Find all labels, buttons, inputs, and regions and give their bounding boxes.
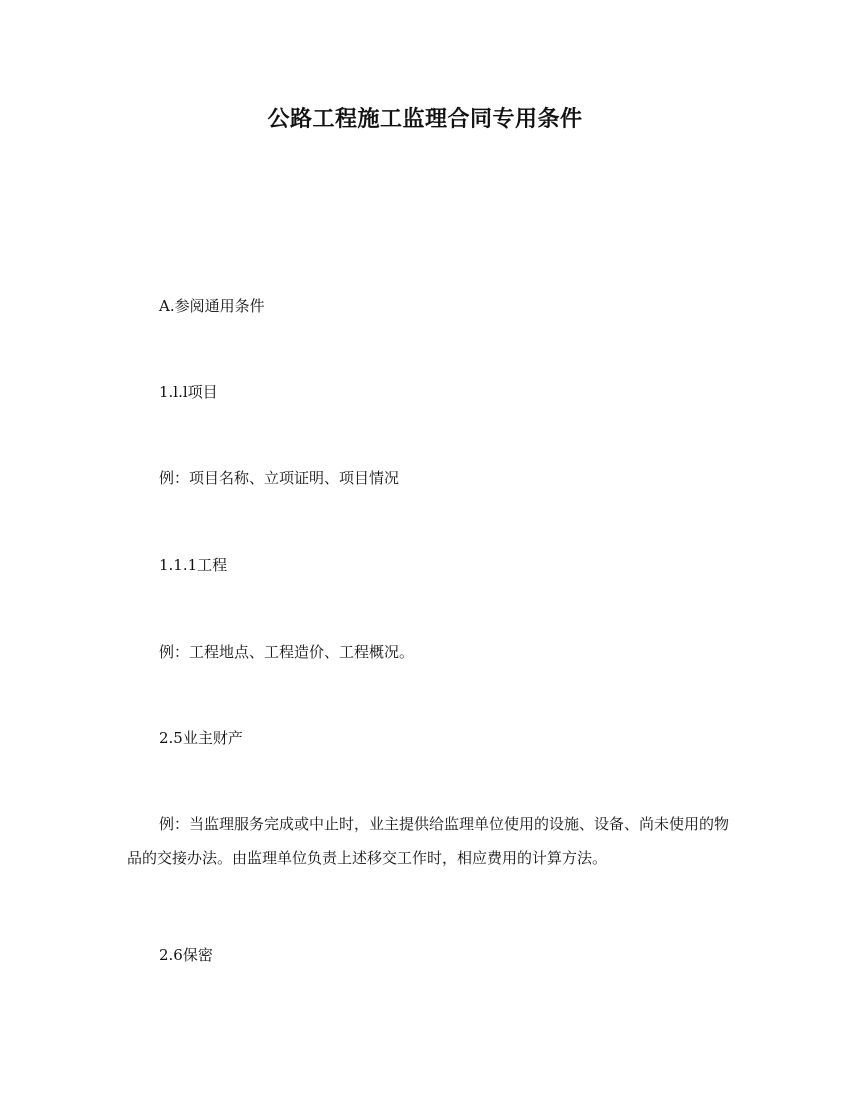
- clause-example: 例：当监理服务完成或中止时，业主提供给监理单位使用的设施、设备、尚未使用的物品的交接办法。由监理单位负责上述移交工作时，相应费用的计算方法。: [127, 815, 730, 867]
- section-heading: A.参阅通用条件: [159, 297, 265, 315]
- document-title: 公路工程施工监理合同专用条件: [267, 107, 583, 132]
- clause-heading: 2.5业主财产: [159, 729, 243, 747]
- clause-example: 例：项目名称、立项证明、项目情况: [159, 469, 400, 487]
- clause-example: 例：工程地点、工程造价、工程概况。: [159, 643, 415, 661]
- clause-heading: 2.6保密: [159, 946, 213, 964]
- clause-heading: 1.l.l项目: [159, 383, 218, 401]
- clause-heading: 1.1.1工程: [159, 556, 228, 574]
